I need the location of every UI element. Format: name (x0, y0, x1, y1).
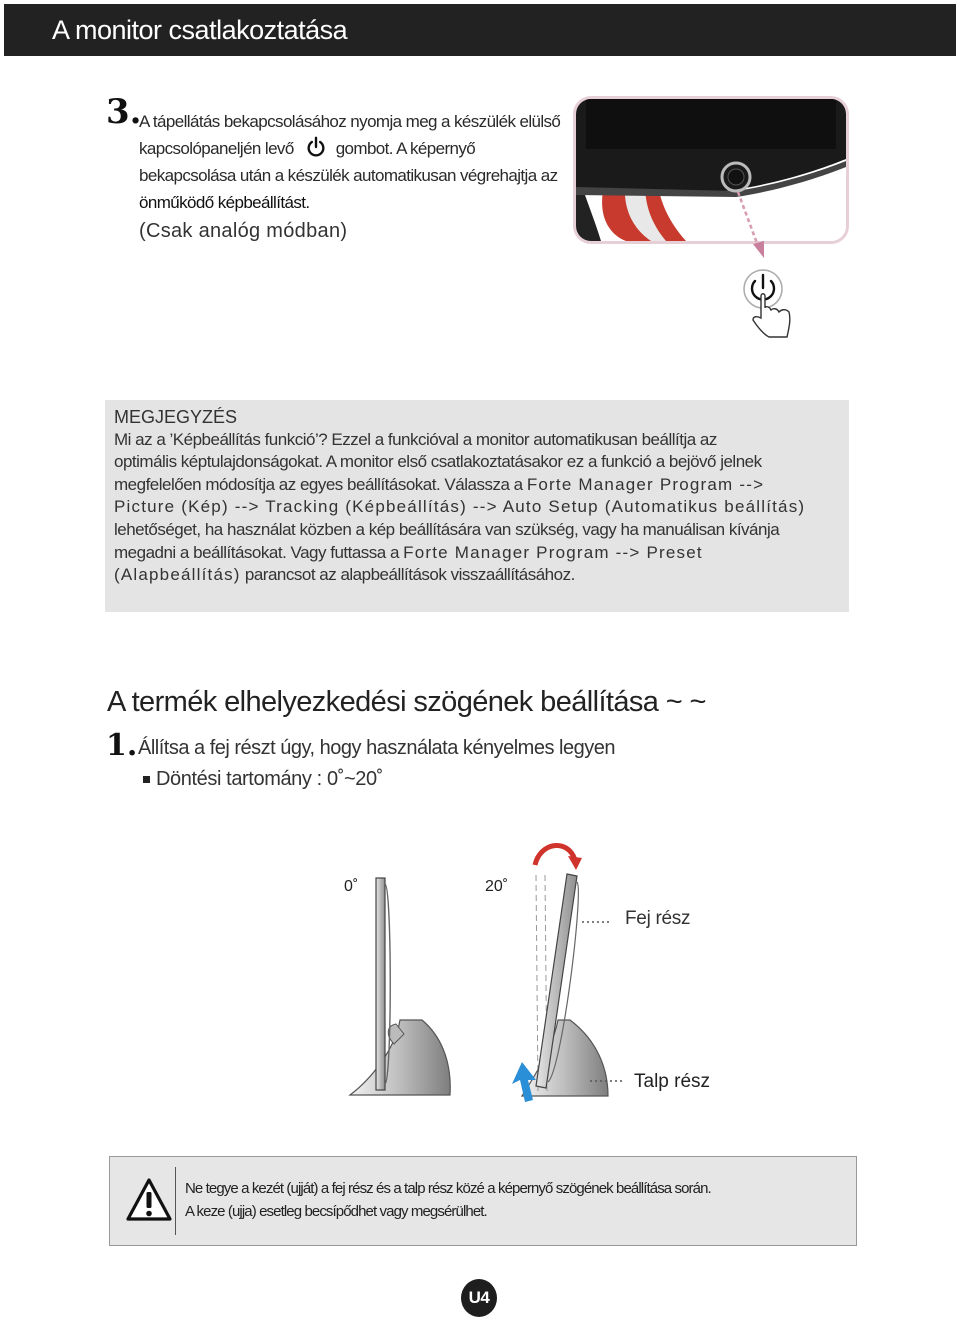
power-icon (304, 136, 328, 158)
angle-label-0: 0˚ (344, 878, 359, 895)
note-line: megfelelően módosítja az egyes beállításokat. Válassza a Forte Manager Program --> (114, 474, 765, 494)
bullet-icon (143, 776, 150, 783)
note-line: (Alapbeállítás) parancsot az alapbeállítások visszaállításához. (114, 565, 575, 585)
note-title: MEGJEGYZÉS (114, 407, 238, 427)
monitor-tilted (512, 845, 608, 1102)
step3-line: bekapcsolása után a készülék automatikusan végrehajtja az (139, 166, 558, 185)
base-part-label: Talp rész (634, 1071, 711, 1092)
step3-line: önműködő képbeállítást. (139, 193, 310, 212)
note-question: Mi az a ’Képbeállítás funkció’? (114, 429, 328, 449)
note-line: megadni a beállításokat. Vagy futtassa a Forte Manager Program --> Preset (114, 542, 703, 562)
monitor-closeup-image (573, 96, 849, 244)
tilt-range: Döntési tartomány : 0˚~20˚ (143, 768, 383, 791)
warning-text (185, 1177, 711, 1223)
step-number: 3. (106, 92, 142, 132)
page-header (4, 4, 956, 56)
step1-instruction: Állítsa a fej részt úgy, hogy használata kényelmes legyen (138, 737, 615, 759)
page-title: A monitor csatlakoztatása (52, 15, 348, 45)
menu-path: Picture (Kép) --> Tracking (Képbeállítás) --> Auto Setup (Automatikus beállítás) (114, 497, 806, 517)
warning-triangle-icon (126, 1177, 172, 1223)
note-line: lehetőséget, ha használat közben a kép beállítására van szükség, vagy ha manuálisan kívánja (114, 519, 780, 539)
head-part-label: Fej rész (625, 908, 691, 929)
menu-path: (Alapbeállítás) (114, 565, 241, 585)
analog-mode-note: (Csak analóg módban) (139, 220, 348, 242)
monitor-bezel-illustration (576, 99, 846, 241)
menu-path: Forte Manager Program --> (526, 474, 765, 494)
tilt-diagram (300, 830, 740, 1140)
note-line: Mi az a ’Képbeállítás funkció’? Ezzel a funkcióval a monitor automatikusan beállítja az (114, 429, 717, 449)
section-title: A termék elhelyezkedési szögének beállítása ~ ~ (107, 686, 706, 718)
warning-divider (175, 1167, 176, 1235)
hand-pressing-power-icon (735, 262, 795, 340)
step-number: 1. (106, 728, 138, 763)
menu-path: Forte Manager Program --> Preset (403, 542, 703, 562)
note-line: optimális képtulajdonságokat. A monitor első csatlakoztatásakor ez a funkció a bejövő jelnek (114, 452, 762, 472)
warning-line: A keze (ujja) esetleg becsípődhet vagy megsérülhet. (185, 1203, 487, 1220)
step3-line: kapcsolópaneljén levő gombot. A képernyő (139, 135, 579, 162)
warning-line: Ne tegye a kezét (ujját) a fej rész és a talp rész közé a képernyő szögének beállítása során. (185, 1180, 711, 1197)
angle-label-20: 20˚ (485, 878, 509, 895)
monitor-upright (350, 878, 450, 1095)
pointer-arrow (720, 188, 780, 263)
step3-instructions (139, 108, 579, 245)
note-box (105, 400, 849, 612)
page-number-badge: U4 (461, 1279, 497, 1317)
warning-box (109, 1156, 857, 1246)
step3-line: A tápellátás bekapcsolásához nyomja meg a készülék elülső (139, 112, 561, 131)
